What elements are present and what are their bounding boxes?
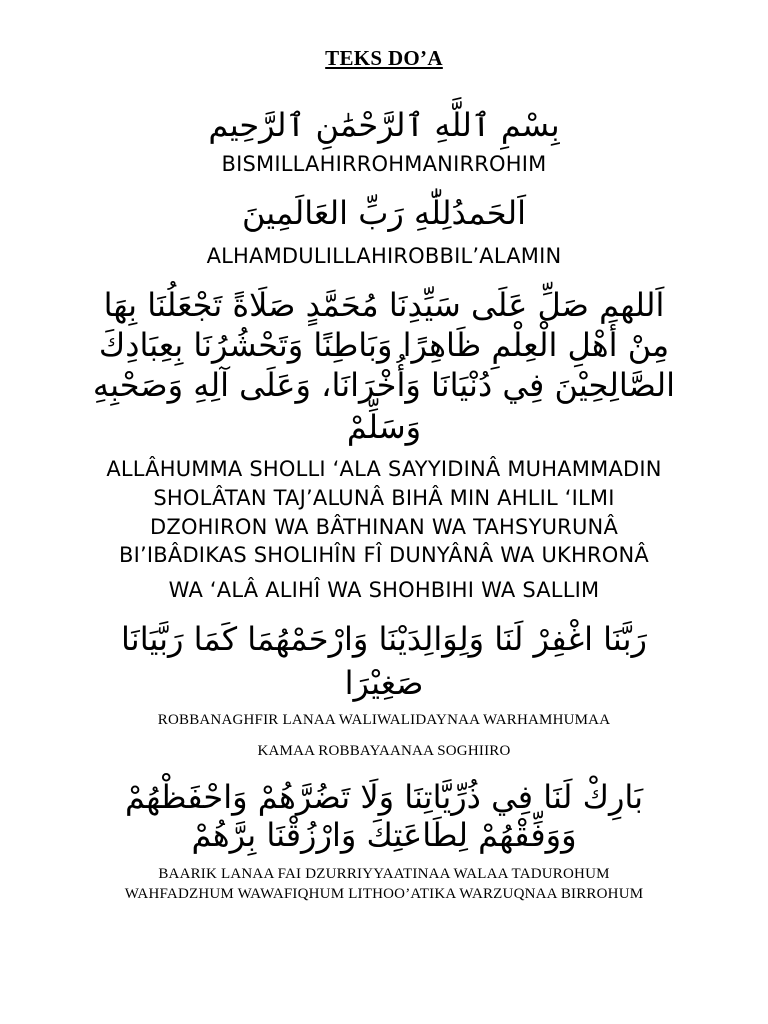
latin-line: WA ‘ALÂ ALIHÎ WA SHOHBIHI WA SALLIM — [168, 578, 600, 602]
latin-line: BAARIK LANAA FAI DZURRIYYAATINAA WALAA TADUROHUM — [158, 866, 610, 882]
latin-line: BISMILLAHIRROHMANIRROHIM — [221, 152, 547, 176]
latin-line: ROBBANAGHFIR LANAA WALIWALIDAYNAA WARHAMHUMAA — [157, 712, 611, 728]
latin-line: KAMAA ROBBAYAANAA SOGHIIRO — [257, 743, 511, 759]
latin-line: SHOLÂTAN TAJ’ALUNÂ BIHÂ MIN AHLIL ‘ILMI — [153, 486, 615, 510]
arabic-line: مِنْ أَهْلِ الْعِلْمِ ظَاهِرًا وَبَاطِنًا وَتَحْشُرُنَا بِعِبَادِكَ — [98, 326, 670, 364]
arabic-line: اَللهم صَلِّ عَلَى سَيِّدِنَا مُحَمَّدٍ صَلَاةً تَجْعَلُنَا بِهَا — [103, 286, 665, 324]
arabic-line: بَارِكْ لَنَا فِي ذُرِّيَّاتِنَا وَلَا تَضُرَّهُمْ وَاحْفَظْهُمْ — [124, 778, 644, 816]
page-title: TEKS DO’A — [325, 46, 443, 70]
latin-line: BI’IBÂDIKAS SHOLIHÎN FÎ DUNYÂNÂ WA UKHRONÂ — [119, 543, 649, 567]
latin-line: ALLÂHUMMA SHOLLI ‘ALA SAYYIDINÂ MUHAMMADIN — [106, 457, 662, 481]
arabic-line: بِسْمِ ٱللَّهِ ٱلرَّحْمَٰنِ ٱلرَّحِيم — [208, 106, 560, 144]
arabic-line: صَغِيْرَا — [344, 664, 424, 702]
latin-line: ALHAMDULILLAHIROBBIL’ALAMIN — [206, 244, 562, 268]
arabic-line: وَسَلِّمْ — [346, 408, 422, 446]
arabic-line: الصَّالِحِيْنَ فِي دُنْيَانَا وَأُخْرَانَا، وَعَلَى آلِهِ وَصَحْبِهِ — [92, 366, 676, 404]
arabic-line: وَوَفِّقْهُمْ لِطَاعَتِكَ وَارْزُقْنَا بِرَّهُمْ — [191, 816, 577, 854]
latin-line: DZOHIRON WA BÂTHINAN WA TAHSYURUNÂ — [149, 515, 619, 539]
latin-line: WAHFADZHUM WAWAFIQHUM LITHOO’ATIKA WARZUQNAA BIRROHUM — [124, 886, 644, 902]
arabic-line: رَبَّنَا اغْفِرْ لَنَا وَلِوَالِدَيْنَا وَارْحَمْهُمَا كَمَا رَبَّيَانَا — [121, 620, 647, 658]
arabic-line: اَلحَمدُلِلّٰهِ رَبِّ العَالَمِينَ — [241, 194, 527, 232]
